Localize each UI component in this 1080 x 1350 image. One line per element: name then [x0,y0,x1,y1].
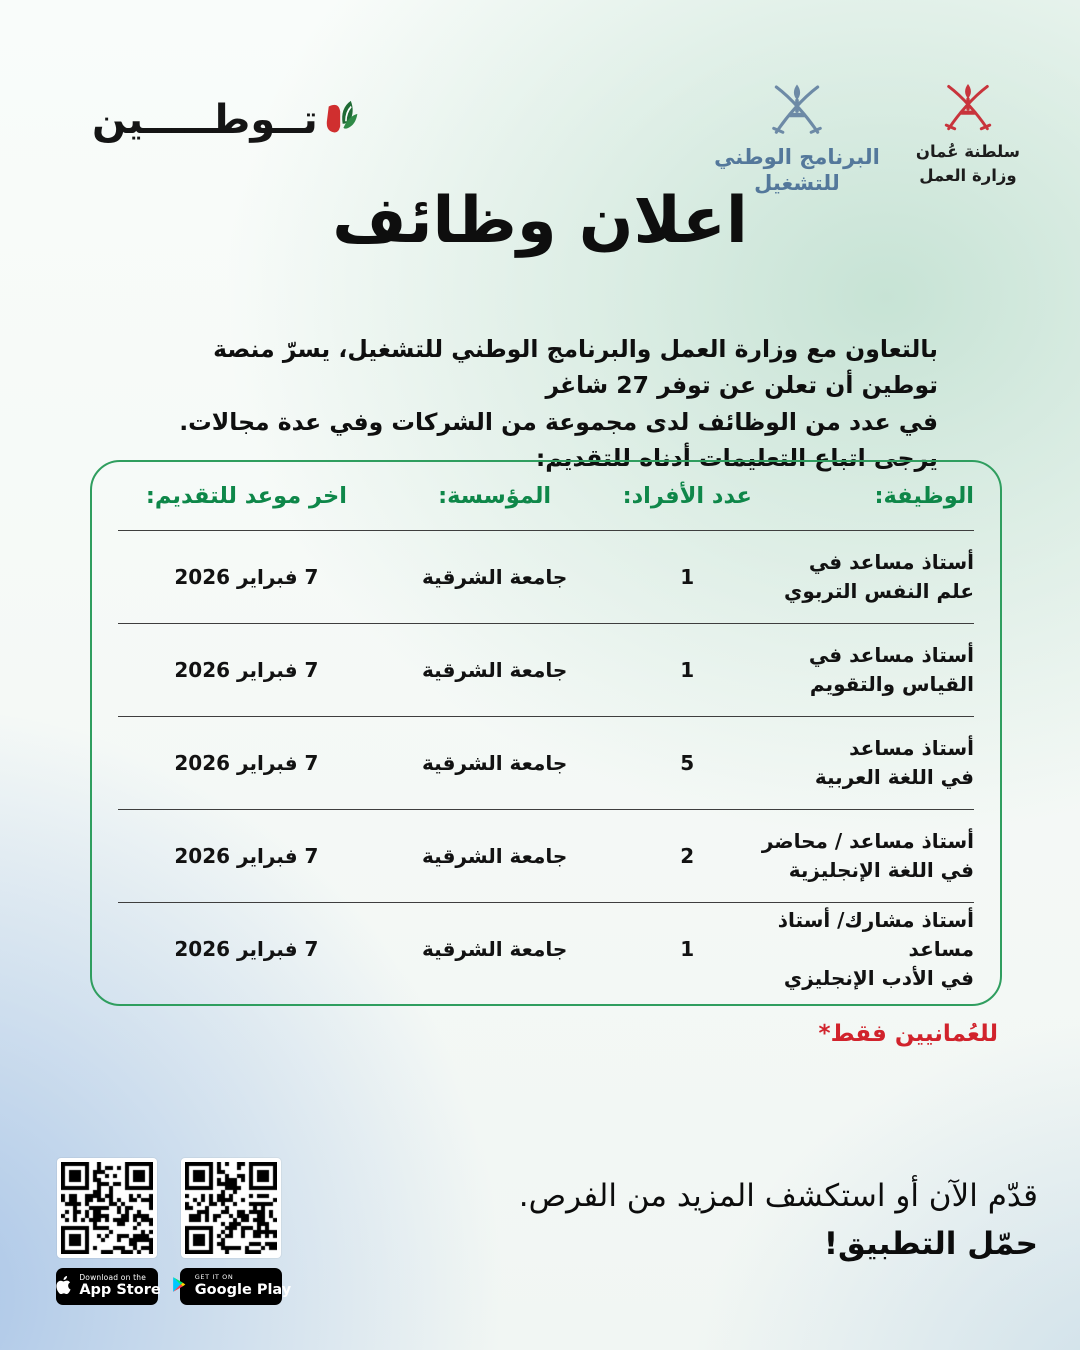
job-title-line2: في اللغة الإنجليزية [788,858,974,882]
tawteen-logo-icon [323,94,359,146]
deadline-cell: 7 فبراير 2026 [174,843,319,868]
cta-text [519,1172,1038,1268]
job-title-cell [760,827,974,885]
job-title-line2: القياس والتقويم [809,672,974,696]
appstore-badge-bottom: App Store [79,1282,161,1299]
table-body [118,531,974,995]
intro-paragraph [140,331,938,477]
header-deadline: اخر موعد للتقديم: [145,483,347,509]
table-row [118,531,974,623]
institution-cell: جامعة الشرقية [422,564,568,589]
omanis-only-note: للعُمانيين فقط* [818,1021,998,1047]
headcount-cell: 5 [680,750,695,775]
institution-cell: جامعة الشرقية [422,657,568,682]
job-title-cell [760,548,974,606]
download-section [56,1158,292,1305]
googleplay-badge-bottom: Google Play [194,1281,292,1298]
institution-cell: جامعة الشرقية [422,750,568,775]
national-employment-program-logo [714,78,880,197]
job-title-line1: أستاذ مساعد / محاضر [761,829,974,853]
job-title-line1: أستاذ مساعد في [808,643,974,667]
deadline-cell: 7 فبراير 2026 [174,657,319,682]
app-store-badge[interactable] [56,1268,161,1305]
header-count: عدد الأفراد: [622,483,752,509]
deadline-cell: 7 فبراير 2026 [174,750,319,775]
nep-logo-line1: البرنامج الوطني [714,145,880,169]
intro-line2: في عدد من الوظائف لدى مجموعة من الشركات وفي عدة مجالات. [179,407,938,436]
google-play-badge[interactable] [180,1268,292,1305]
deadline-cell: 7 فبراير 2026 [174,936,319,961]
jobs-table-header [118,462,974,530]
headcount-cell: 2 [680,843,695,868]
apple-icon [53,1274,72,1300]
intro-line3: يرجى اتباع التعليمات أدناه للتقديم: [535,444,938,473]
googleplay-download-block [180,1158,292,1305]
tawteen-logo-text: تــوطـــــين [92,97,318,143]
job-title-cell [760,906,974,993]
job-title-cell [760,641,974,699]
appstore-badge-top: Download on the [79,1272,147,1282]
job-title-line2: في الأدب الإنجليزي [783,965,974,990]
institution-cell: جامعة الشرقية [422,936,568,961]
oman-national-emblem-icon [939,78,997,140]
institution-cell: جامعة الشرقية [422,843,568,868]
ministry-logo-line1: سلطنة عُمان [915,142,1020,161]
job-title-line2: في اللغة العربية [814,765,974,789]
page-title: اعلان وظائف [332,184,748,258]
ministry-logo-line2: وزارة العمل [919,165,1017,185]
nep-logo-line2: للتشغيل [754,171,840,196]
job-title-line1: أستاذ مشارك/ أستاذ مساعد [777,907,974,961]
table-row [118,903,974,995]
appstore-download-block [56,1158,161,1305]
googleplay-badge-top: GET IT ON [194,1273,234,1282]
deadline-cell: 7 فبراير 2026 [174,564,319,589]
tawteen-logo [92,94,359,146]
job-title-line1: أستاذ مساعد [849,736,974,760]
intro-line1: بالتعاون مع وزارة العمل والبرنامج الوطني للتشغيل، يسرّ منصة توطين أن تعلن عن توفر 27 شاغر [213,335,938,400]
table-row [118,624,974,716]
government-logos [714,78,1020,197]
headcount-cell: 1 [680,936,695,961]
table-row [118,810,974,902]
cta-line1: قدّم الآن أو استكشف المزيد من الفرص. [518,1178,1038,1214]
header-job: الوظيفة: [874,483,974,509]
headcount-cell: 1 [680,564,695,589]
google-play-icon [171,1275,188,1298]
ministry-of-labour-logo [916,78,1020,188]
job-title-cell [760,734,974,792]
job-title-line1: أستاذ مساعد في [808,550,974,574]
table-row [118,717,974,809]
job-title-line2: علم النفس التربوي [784,579,974,603]
crossed-swords-emblem-icon [766,78,828,144]
headcount-cell: 1 [680,657,695,682]
jobs-table [90,460,1002,1006]
appstore-qr-code [57,1158,157,1258]
googleplay-qr-code [181,1158,281,1258]
cta-line2: حمّل التطبيق! [823,1226,1038,1263]
header-org: المؤسسة: [438,483,552,509]
